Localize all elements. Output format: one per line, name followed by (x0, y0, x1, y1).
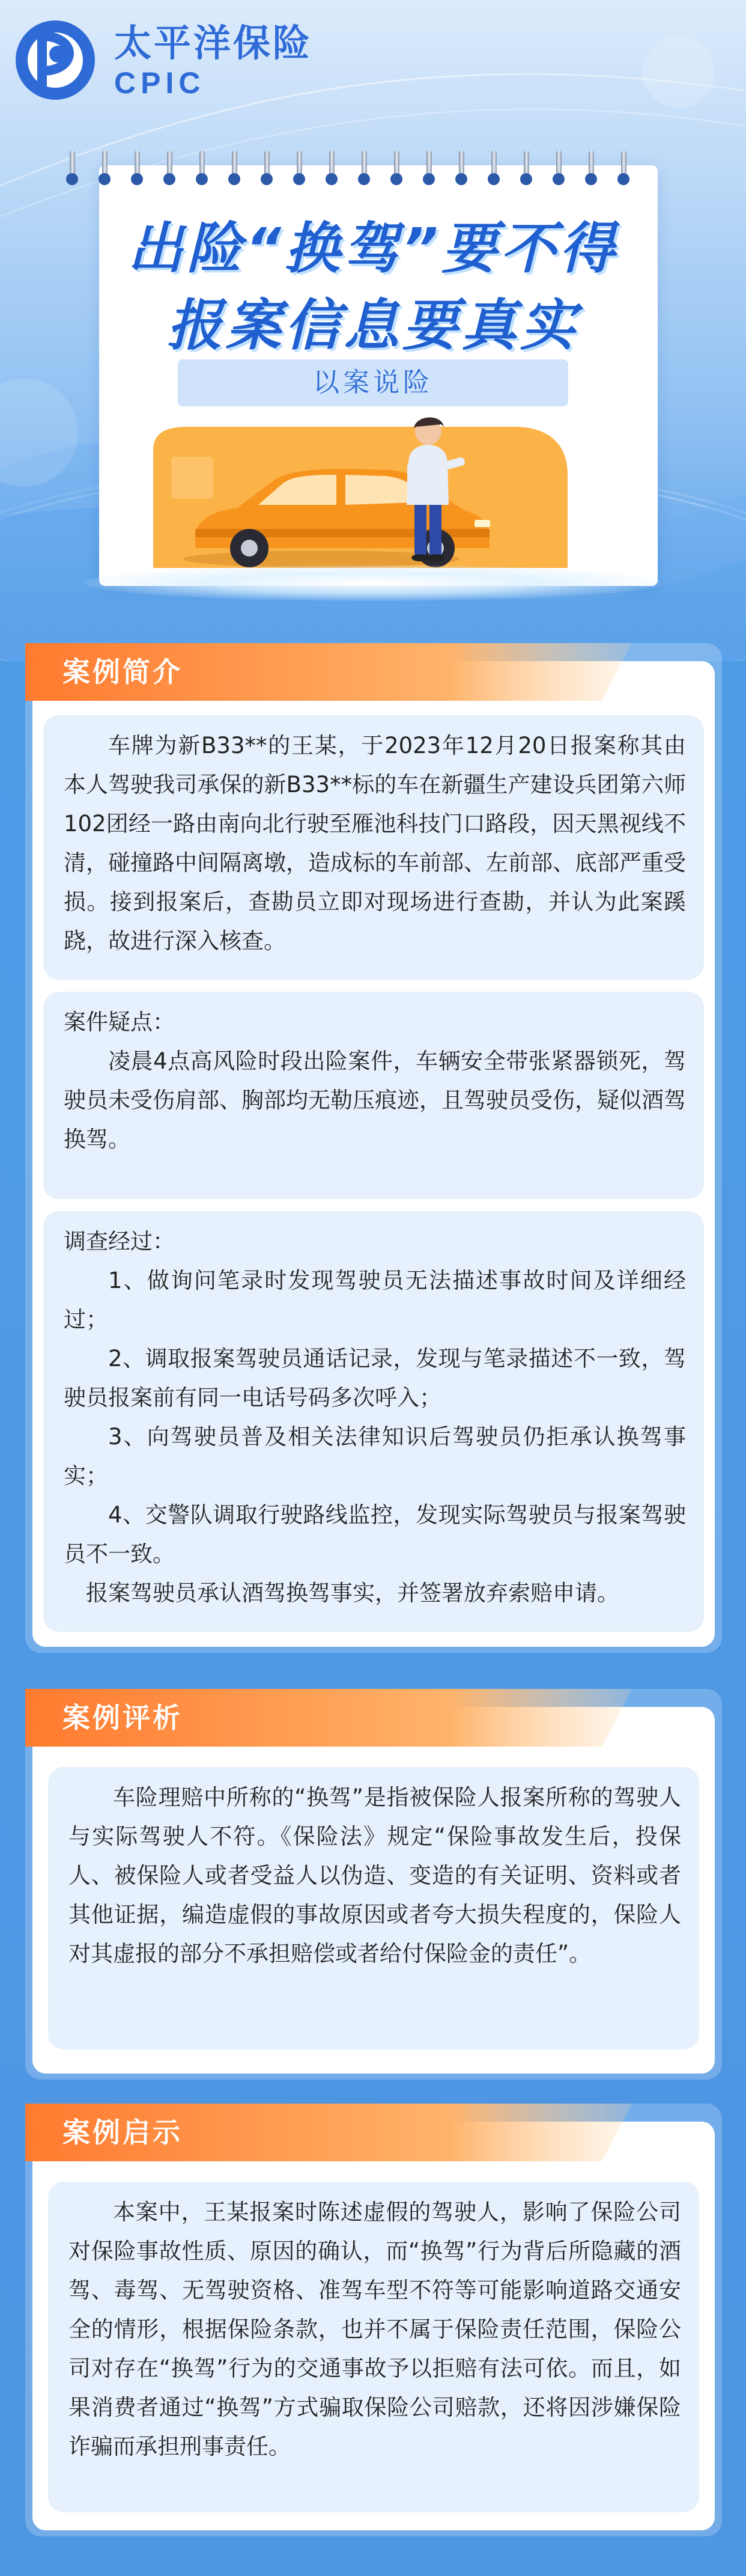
section-insight-label: 案例启示 (62, 2116, 183, 2149)
intro-summary-text: 车牌为新B33**的王某，于2023年12月20日报案称其由本人驾驶我司承保的新B33**标的车在新疆生产建设兵团第六师102团经一路由南向北行驶至雁池科技门口路段，因天黑视线不清，碰撞路中间隔离墩，造成标的车前部、左前部、底部严重受损。接到报案后，查勘员立即对现场进行查勘，并认为此案蹊跷，故进行深入核查。 (64, 733, 686, 954)
section-intro (25, 643, 722, 1653)
investigation-step: 2、调取报案驾驶员通话记录，发现与笔录描述不一致，驾驶员报案前有同一电话号码多次呼入； (64, 1346, 686, 1411)
brand-logo (13, 18, 312, 102)
doubt-box (43, 992, 704, 1199)
review-box (48, 1767, 699, 2050)
brand-name-cn: 太平洋保险 (114, 21, 313, 65)
section-review (25, 1689, 722, 2080)
hero-subtitle: 以案说险 (178, 359, 568, 406)
doubt-text: 凌晨4点高风险时段出险案件，车辆安全带张紧器锁死，驾驶员未受伤肩部、胸部均无勒压痕迹，且驾驶员受伤，疑似酒驾换驾。 (64, 1048, 686, 1152)
investigation-conclusion: 报案驾驶员承认酒驾换驾事实，并签署放弃索赔申请。 (86, 1580, 619, 1606)
intro-summary-box (43, 715, 704, 980)
cpic-logo-icon (13, 18, 97, 102)
hero-stand-glow (84, 565, 661, 601)
insight-box (48, 2182, 699, 2512)
insight-text: 本案中，王某报案时陈述虚假的驾驶人，影响了保险公司对保险事故性质、原因的确认，而“换驾”行为背后所隐藏的酒驾、毒驾、无驾驶资格、准驾车型不符等可能影响道路交通安全的情形，根据保险条款，也并不属于保险责任范围，保险公司对存在“换驾”行为的交通事故予以拒赔有法可依。而且，如果消费者通过“换驾”方式骗取保险公司赔款，还将因涉嫌保险诈骗而承担刑事责任。 (68, 2199, 681, 2459)
investigation-step: 3、向驾驶员普及相关法律知识后驾驶员仍拒承认换驾事实； (64, 1424, 686, 1489)
car-accident-illustration (129, 409, 592, 568)
section-intro-label: 案例简介 (62, 656, 183, 688)
section-review-label: 案例评析 (62, 1702, 183, 1734)
doubt-heading: 案件疑点： (64, 1009, 175, 1035)
investigation-heading: 调查经过： (64, 1228, 175, 1254)
spiral-binding (65, 150, 684, 186)
section-insight (25, 2104, 722, 2536)
investigation-step: 1、做询问笔录时发现驾驶员无法描述事故时间及详细经过； (64, 1268, 686, 1332)
brand-name-en: CPIC (114, 66, 205, 100)
hero-title-line1: 出险“换驾”要不得 (127, 216, 619, 281)
investigation-step: 4、交警队调取行驶路线监控，发现实际驾驶员与报案驾驶员不一致。 (64, 1502, 686, 1567)
investigation-box (43, 1211, 704, 1632)
hero-title-line2: 报案信息要真实 (166, 293, 579, 358)
review-text: 车险理赔中所称的“换驾”是指被保险人报案所称的驾驶人与实际驾驶人不符。《保险法》规定“保险事故发生后，投保人、被保险人或者受益人以伪造、变造的有关证明、资料或者其他证据，编造虚假的事故原因或者夸大损失程度的，保险人对其虚报的部分不承担赔偿或者给付保险金的责任”。 (68, 1784, 681, 1967)
